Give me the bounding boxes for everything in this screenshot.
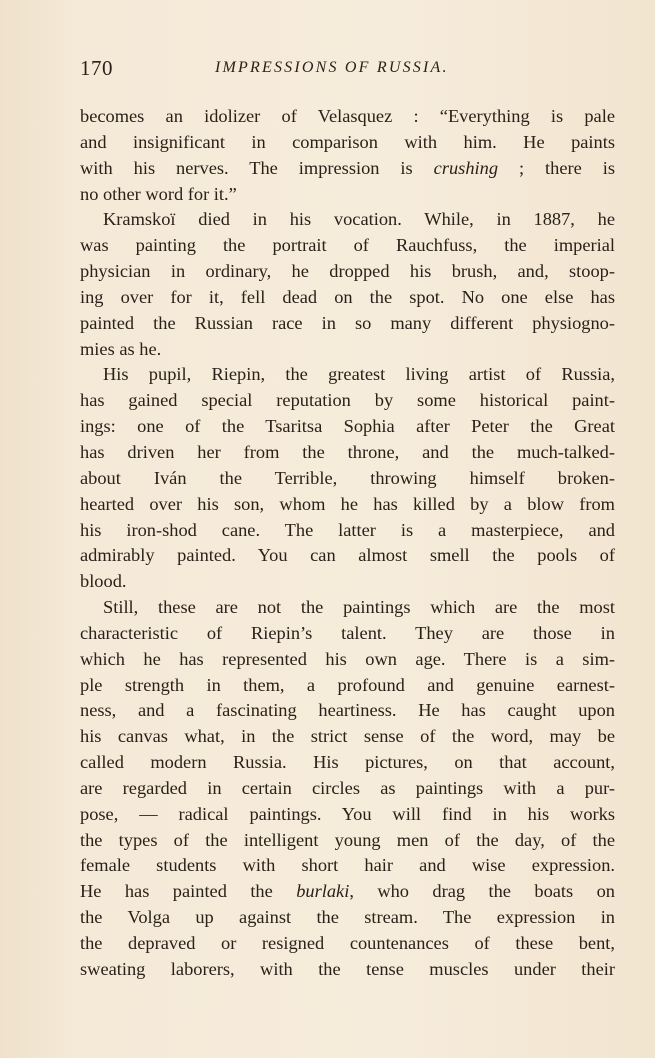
- text-line: physician in ordinary, he dropped his brush, and, stoop-: [80, 261, 615, 282]
- text-line: blood.: [80, 571, 127, 592]
- text-line: sweating laborers, with the tense muscles under their: [80, 958, 615, 979]
- text-line: about Iván the Terrible, throwing himself broken-: [80, 467, 615, 488]
- running-title: IMPRESSIONS OF RUSSIA.: [215, 59, 449, 76]
- text-line: has gained special reputation by some historical paint-: [80, 390, 615, 411]
- text-line: has driven her from the throne, and the much-talked-: [80, 441, 615, 462]
- text-line: becomes an idolizer of Velasquez : “Everything is pale: [80, 106, 615, 126]
- text-line: called modern Russia. His pictures, on that account,: [80, 752, 615, 773]
- text-line: ings: one of the Tsaritsa Sophia after Peter the Great: [80, 416, 615, 437]
- text-line: and insignificant in comparison with him. He paints: [80, 131, 615, 152]
- text-line: admirably painted. You can almost smell the pools of: [80, 545, 615, 566]
- text-line: his canvas what, in the strict sense of the word, may be: [80, 726, 615, 747]
- text-line: His pupil, Riepin, the greatest living artist of Russia,: [103, 364, 615, 385]
- text-line: ness, and a fascinating heartiness. He has caught upon: [80, 700, 615, 721]
- text-line: his iron-shod cane. The latter is a masterpiece, and: [80, 519, 615, 540]
- text-line: hearted over his son, whom he has killed by a blow from: [80, 493, 615, 514]
- text-line: are regarded in certain circles as paintings with a pur-: [80, 777, 615, 798]
- text-line: characteristic of Riepin’s talent. They are those in: [80, 622, 615, 643]
- text-line: Still, these are not the paintings which are the most: [103, 597, 615, 618]
- text-line: painted the Russian race in so many different physiogno-: [80, 312, 615, 333]
- text-line: Kramskoï died in his vocation. While, in 1887, he: [103, 209, 615, 230]
- text-line: which he has represented his own age. There is a sim-: [80, 648, 615, 669]
- text-line: the depraved or resigned countenances of these bent,: [80, 933, 615, 953]
- text-line: ple strength in them, a profound and genuine earnest-: [80, 674, 615, 695]
- body-text: [80, 104, 615, 983]
- text-line: the Volga up against the stream. The expression in: [80, 907, 615, 928]
- text-line: female students with short hair and wise expression.: [80, 855, 615, 876]
- text-line: He has painted the burlaki, who drag the boats on: [80, 881, 615, 902]
- text-line: mies as he.: [80, 338, 162, 359]
- text-line: was painting the portrait of Rauchfuss, the imperial: [80, 235, 615, 256]
- text-line: pose, — radical paintings. You will find in his works: [80, 803, 615, 824]
- text-line: with his nerves. The impression is crushing ; there is: [80, 157, 615, 178]
- text-line: the types of the intelligent young men of the day, of the: [80, 829, 615, 850]
- page-header: [80, 56, 615, 86]
- text-line: no other word for it.”: [80, 183, 237, 204]
- text-line: ing over for it, fell dead on the spot. No one else has: [80, 286, 615, 307]
- page-number: 170: [80, 56, 113, 80]
